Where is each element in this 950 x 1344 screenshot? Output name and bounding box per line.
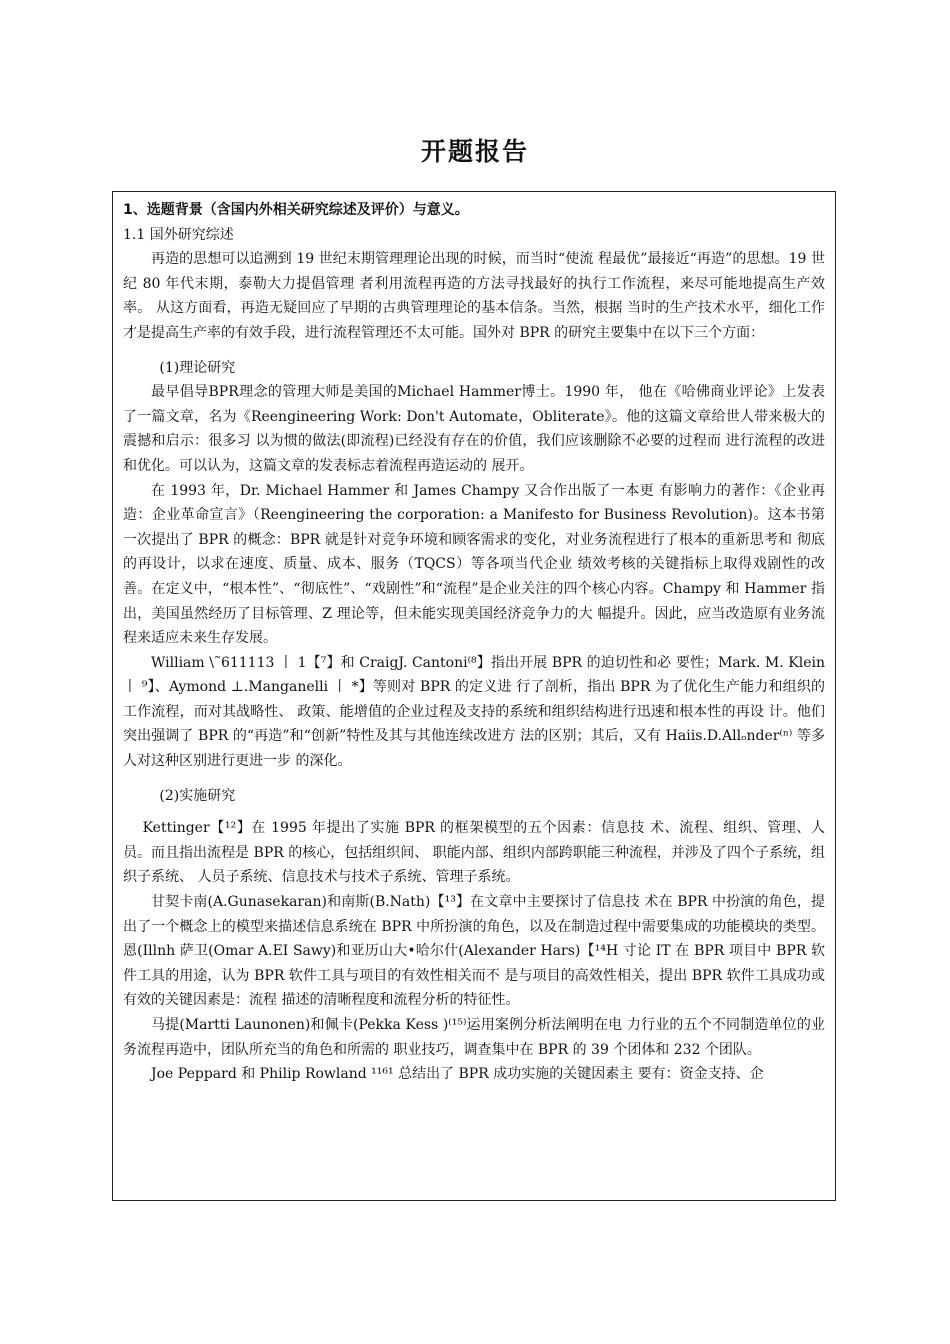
page-title: 开题报告 xyxy=(420,137,529,166)
implementation-research-title: (2)实施研究 xyxy=(159,787,236,804)
implementation-paragraph-4: Joe Peppard 和 Philip Rowland ¹¹⁶¹ 总结出了 BPR 成功实施的关键因素主 要有：资金支持、企 xyxy=(151,1066,764,1083)
theory-paragraph-3: William \˜611113 丨 1【⁷】和 CraigJ. Cantoni⁽⁸】指出开展 BPR 的迫切性和必 要性；Mark. M. Klein 丨 ⁹】、Aymond ⊥.Manganelli 丨 *】等则对 BPR 的定义进 行了剖析，指出 BPR 为了优化生产能力和组织的工作流程，而对其战略性、 政策、能增值的企业过程及支持的系统和组织结构进行迅速和根本性的再设 计。他们突出强调了 BPR 的“再造”和“创新”特性及其与其他连续改进方 法的区别；其后，又有 Haiis.D.Allₒnder⁽ⁿ⁾ 等多人对这种区别进行更进一步 的深化。 xyxy=(123,654,825,770)
implementation-paragraph-2: 甘契卡南(A.Gunasekaran)和南斯(B.Nath)【¹³】在文章中主要探讨了信息技 术在 BPR 中扮演的角色，提出了一个概念上的模型来描述信息系统在 BPR 中所扮演的角色，以及在制造过程中需要集成的功能模块的类型。恩(Illnh 萨卫(Omar A.EI Sawy)和亚历山大•哈尔什(Alexander Hars)【¹⁴H 寸论 IT 在 BPR 项目中 BPR 软件工具的用途，认为 BPR 软件工具与项目的有效性相关而不 是与项目的高效性相关，提出 BPR 软件工具成功或有效的关键因素是：流程 描述的清晰程度和流程分析的特征性。 xyxy=(123,894,825,1009)
theory-research-title: (1)理论研究 xyxy=(159,359,236,376)
report-content xyxy=(123,198,825,1087)
subsection-heading: 1.1 国外研究综述 xyxy=(123,226,234,243)
theory-paragraph-2: 在 1993 年，Dr. Michael Hammer 和 James Champy 又合作出版了一本更 有影响力的著作：《企业再造：企业革命宣言》（Reengineering the corporation: a Manifesto for Business Revolution)。这本书第一次提出了 BPR 的概念：BPR 就是针对竞争环境和顾客需求的变化，对业务流程进行了根本的重新思考和 彻底的再设计，以求在速度、质量、成本、服务（TQCS）等各项当代企业 绩效考核的关键指标上取得戏剧性的改善。在定义中，“根本性”、“彻底性”、“戏剧性”和“流程”是企业关注的四个核心内容。Champy 和 Hammer 指 出，美国虽然经历了目标管理、Z 理论等，但未能实现美国经济竞争力的大 幅提升。因此，应当改造原有业务流程来适应未来生存发展。 xyxy=(123,482,825,647)
report-frame xyxy=(112,191,836,1201)
implementation-paragraph-3: 马提(Martti Launonen)和佩卡(Pekka Kess )⁽¹⁵⁾运用案例分析法阐明在电 力行业的五个不同制造单位的业务流程再造中，团队所充当的角色和所需的 职业技巧，调查集中在 BPR 的 39 个团体和 232 个团队。 xyxy=(123,1017,825,1058)
implementation-paragraph-1: Kettinger【¹²】在 1995 年提出了实施 BPR 的框架模型的五个因素：信息技 术、流程、组织、管理、人员。而且指出流程是 BPR 的核心，包括组织间、 职能内部、组织内部跨职能三种流程，并涉及了四个子系统，组织子系统、 人员子系统、信息技术与技术子系统、管理子系统。 xyxy=(123,820,825,886)
section-heading: 1、选题背景（含国内外相关研究综述及评价）与意义。 xyxy=(123,202,469,218)
theory-paragraph-1: 最早倡导BPR理念的管理大师是美国的Michael Hammer博士。1990 年， 他在《哈佛商业评论》上发表了一篇文章，名为《Reengineering Work: Don't Automate，Obliterate》。他的这篇文章给世人带来极大的震撼和启示：很多习 以为惯的做法(即流程)已经没有存在的价值，我们应该删除不必要的过程而 进行流程的改进和优化。可以认为，这篇文章的发表标志着流程再造运动的 展开。 xyxy=(123,384,825,474)
intro-paragraph: 再造的思想可以追溯到 19 世纪末期管理理论出现的时候，而当时“使流 程最优”最接近“再造”的思想。19 世纪 80 年代末期，泰勒大力提倡管理 者利用流程再造的方法寻找最好的执行工作流程，来尽可能地提高生产效率。 从这方面看，再造无疑回应了早期的古典管理理论的基本信条。当然，根据 当时的生产技术水平，细化工作才是提高生产率的有效手段，进行流程管理还不太可能。国外对 BPR 的研究主要集中在以下三个方面： xyxy=(123,251,825,341)
